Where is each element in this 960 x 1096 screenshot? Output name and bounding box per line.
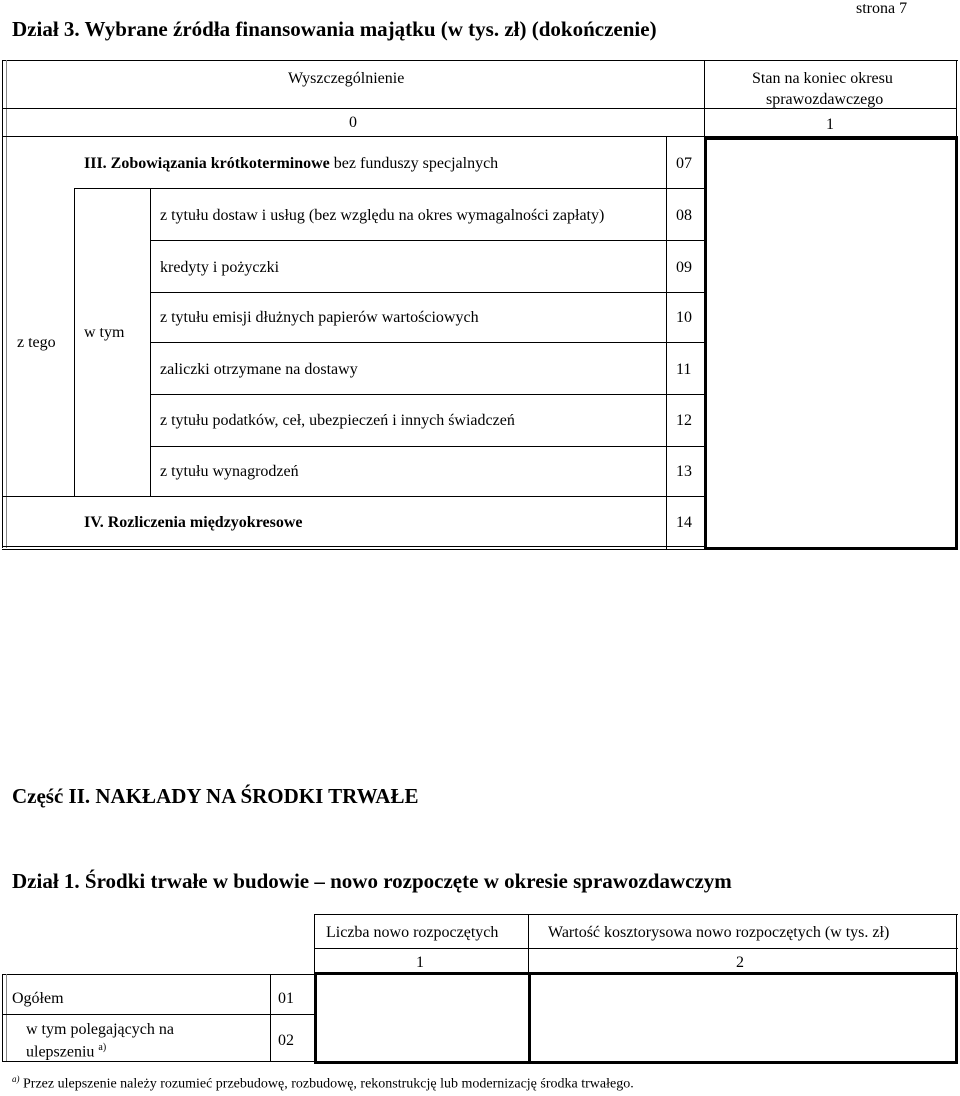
footnote — [12, 1075, 634, 1092]
page-label: strona 7 — [856, 0, 908, 17]
column-header-value-line2: sprawozdawczego — [766, 91, 884, 108]
value-cell-10[interactable] — [708, 294, 954, 340]
row-label: Ogółem — [12, 990, 64, 1007]
count-cell-01-02[interactable] — [317, 975, 525, 1061]
row-code: 14 — [676, 514, 692, 531]
column-header-item: Wyszczególnienie — [288, 70, 405, 87]
division-title: Dział 1. Środki trwałe w budowie – nowo rozpoczęte w okresie sprawozdawczym — [12, 869, 732, 893]
row-code: 13 — [676, 463, 692, 480]
row-code: 08 — [676, 207, 692, 224]
column-index-1: 1 — [826, 116, 834, 133]
group-label-z-tego: z tego — [17, 334, 56, 351]
row-label-line1: w tym polegających na — [26, 1021, 174, 1038]
column-index-2: 2 — [736, 954, 744, 971]
value-cell-07[interactable] — [708, 141, 954, 186]
row-code: 11 — [676, 361, 692, 378]
value-cell-01-02[interactable] — [532, 975, 955, 1061]
row-label: z tytułu podatków, ceł, ubezpieczeń i innych świadczeń — [160, 412, 515, 429]
group-label-w-tym: w tym — [84, 324, 125, 341]
row-label-bold: III. Zobowiązania krótkoterminowe — [84, 155, 330, 172]
footnote-marker: a) — [12, 1074, 20, 1084]
row-label: z tytułu wynagrodzeń — [160, 463, 299, 480]
value-cell-09[interactable] — [708, 242, 954, 290]
row-label-rest: bez funduszy specjalnych — [329, 155, 499, 172]
row-code: 07 — [676, 155, 692, 172]
value-cell-12[interactable] — [708, 396, 954, 444]
row-label: z tytułu emisji dłużnych papierów wartościowych — [160, 309, 479, 326]
section-title: Dział 3. Wybrane źródła finansowania majątku (w tys. zł) (dokończenie) — [12, 17, 657, 41]
column-header-count: Liczba nowo rozpoczętych — [326, 924, 499, 941]
row-code: 10 — [676, 309, 692, 326]
column-index-0: 0 — [349, 114, 357, 131]
footnote-ref: a) — [98, 1042, 107, 1053]
part-title: Część II. NAKŁADY NA ŚRODKI TRWAŁE — [12, 784, 419, 808]
row-label: z tytułu dostaw i usług (bez względu na okres wymagalności zapłaty) — [160, 207, 605, 224]
row-label: IV. Rozliczenia międzyokresowe — [84, 514, 303, 531]
value-cell-11[interactable] — [708, 344, 954, 392]
value-cell-08[interactable] — [708, 190, 954, 238]
column-index-1: 1 — [416, 954, 424, 971]
row-label: zaliczki otrzymane na dostawy — [160, 361, 358, 378]
row-label-line2: ulepszeniu — [26, 1043, 95, 1061]
row-code: 01 — [278, 990, 294, 1007]
value-cell-13[interactable] — [708, 448, 954, 494]
value-cell-14[interactable] — [708, 498, 954, 544]
row-label: kredyty i pożyczki — [160, 259, 280, 276]
footnote-text: Przez ulepszenie należy rozumieć przebudowę, rozbudowę, rekonstrukcję lub modernizację środka trwałego. — [23, 1076, 634, 1092]
row-code: 12 — [676, 412, 692, 429]
column-header-value-line1: Stan na koniec okresu — [752, 70, 893, 87]
column-header-value: Wartość kosztorysowa nowo rozpoczętych (w tys. zł) — [548, 924, 890, 941]
row-code: 02 — [278, 1032, 294, 1049]
row-code: 09 — [676, 259, 692, 276]
